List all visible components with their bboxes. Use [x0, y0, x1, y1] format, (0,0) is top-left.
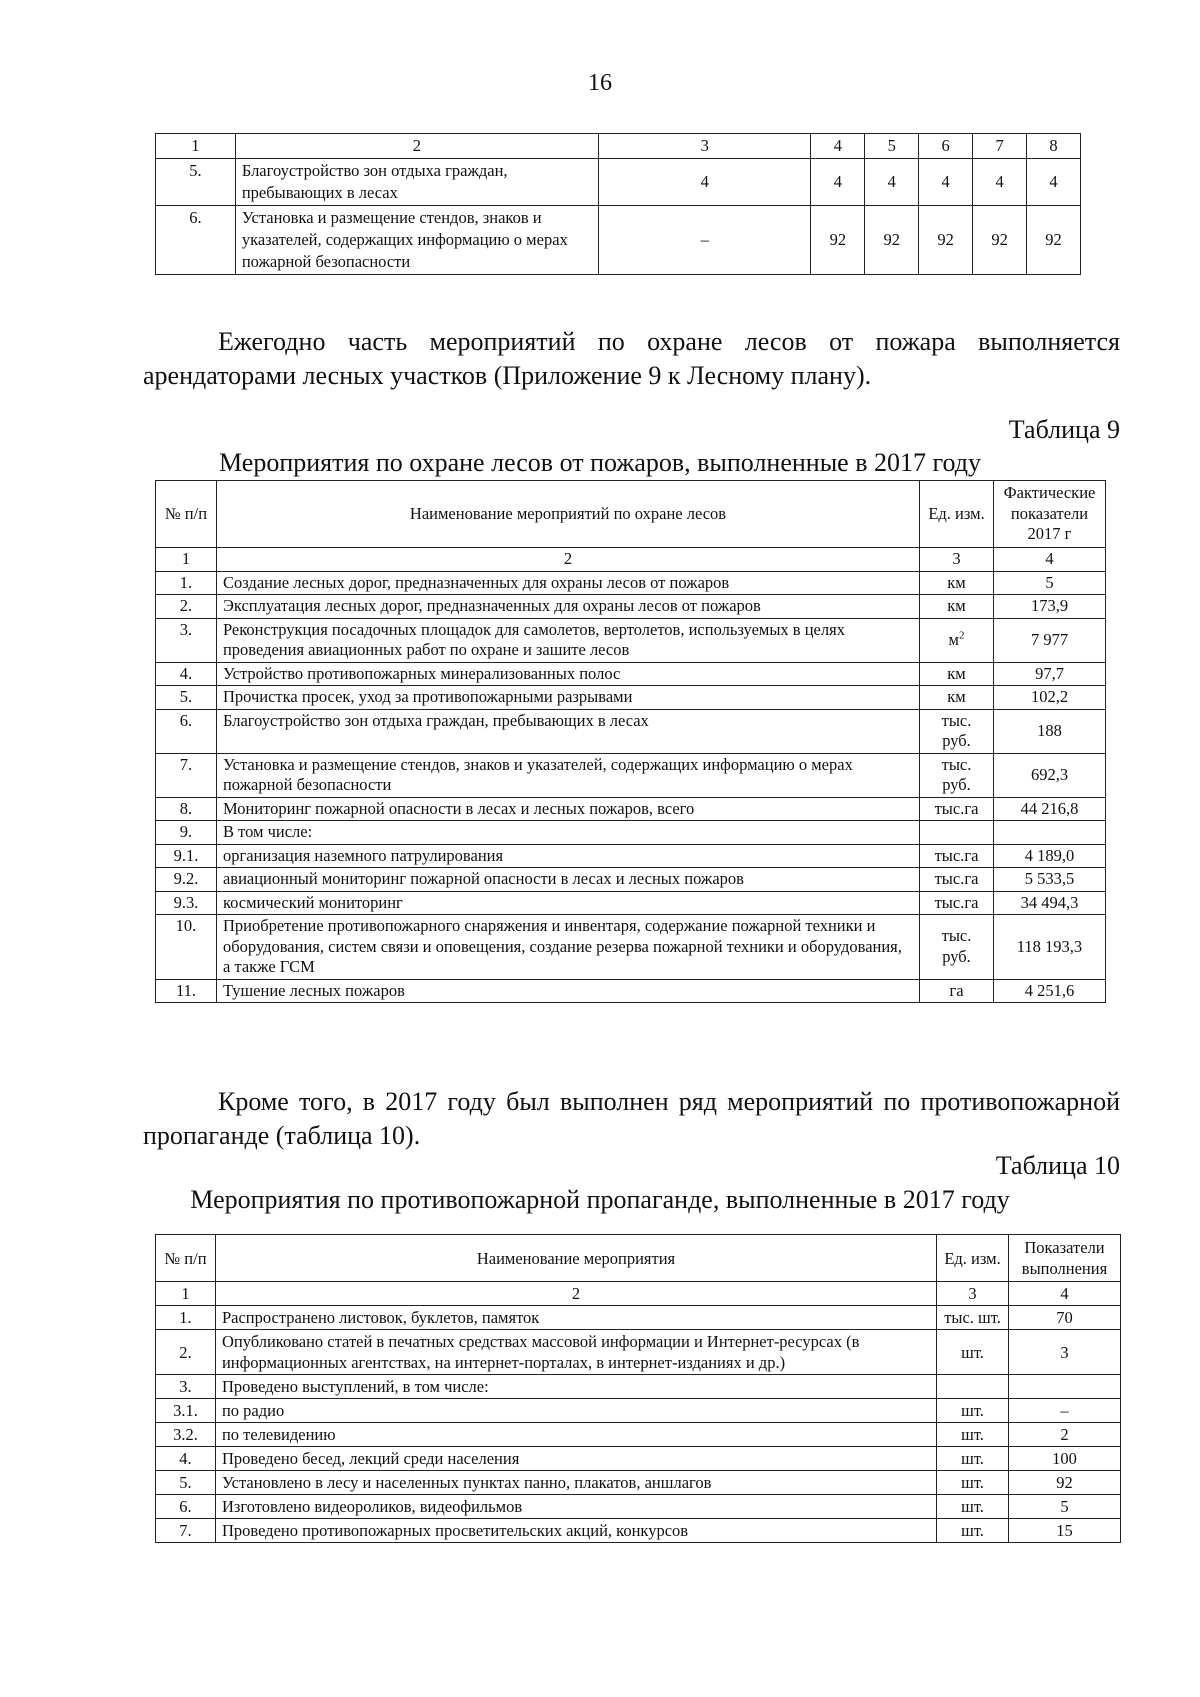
row-value: 4: [1027, 159, 1081, 206]
row-number: 3.: [156, 618, 217, 662]
row-name: Создание лесных дорог, предназначенных для охраны лесов от пожаров: [216, 571, 919, 595]
row-number: 3.2.: [156, 1423, 216, 1447]
column-number-row: [156, 1282, 1121, 1306]
row-number: 6.: [156, 1495, 216, 1519]
table-row: [156, 1471, 1121, 1495]
row-value: 4: [919, 159, 973, 206]
row-name: по радио: [215, 1399, 936, 1423]
header-value: Показатели выполнения: [1009, 1235, 1121, 1282]
row-value: 100: [1009, 1447, 1121, 1471]
row-number: 8.: [156, 797, 217, 821]
table-row: [156, 662, 1106, 686]
row-number: 5.: [156, 686, 217, 710]
row-name: Благоустройство зон отдыха граждан, пребывающих в лесах: [235, 159, 598, 206]
col-number: 4: [994, 548, 1106, 572]
row-number: 9.: [156, 821, 217, 845]
table-row: [156, 1330, 1121, 1375]
table10-body: [156, 1235, 1121, 1543]
row-unit: шт.: [937, 1519, 1009, 1543]
row-value: 2: [1009, 1423, 1121, 1447]
row-value: 5: [1009, 1495, 1121, 1519]
row-value: 102,2: [994, 686, 1106, 710]
row-value: 692,3: [994, 753, 1106, 797]
row-name: Эксплуатация лесных дорог, предназначенных для охраны лесов от пожаров: [216, 595, 919, 619]
paragraph-text: Кроме того, в 2017 году был выполнен ряд мероприятий по противопожарной пропаганде (таблица 10).: [143, 1087, 1120, 1150]
row-value: 4 251,6: [994, 979, 1106, 1003]
header-num: № п/п: [156, 1235, 216, 1282]
row-value: 4: [865, 159, 919, 206]
row-unit: га: [920, 979, 994, 1003]
table9-label: Таблица 9: [1008, 415, 1120, 444]
table-row: [156, 1306, 1121, 1330]
row-unit: шт.: [937, 1471, 1009, 1495]
continued-table-body: [156, 134, 1081, 275]
row-name: Приобретение противопожарного снаряжения и инвентаря, содержание пожарной техники и оборудования, систем связи и оповещения, создание резерва пожарной техники и оборудования, а также ГСМ: [216, 915, 919, 980]
row-number: 2.: [156, 595, 217, 619]
table-row: [156, 595, 1106, 619]
col-number: 2: [215, 1282, 936, 1306]
row-name: по телевидению: [215, 1423, 936, 1447]
row-value: 4: [599, 159, 811, 206]
col-number: 1: [156, 1282, 216, 1306]
row-number: 11.: [156, 979, 217, 1003]
row-unit: тыс.га: [920, 868, 994, 892]
row-name: Благоустройство зон отдыха граждан, пребывающих в лесах: [216, 709, 919, 753]
row-value: 34 494,3: [994, 891, 1106, 915]
row-name: Реконструкция посадочных площадок для самолетов, вертолетов, используемых в целях проведения авиационных работ по охране и зашите лесов: [216, 618, 919, 662]
table-row: [156, 571, 1106, 595]
row-number: 6.: [156, 709, 217, 753]
row-number: 10.: [156, 915, 217, 980]
row-name: Тушение лесных пожаров: [216, 979, 919, 1003]
row-name: Установлено в лесу и населенных пунктах панно, плакатов, аншлагов: [215, 1471, 936, 1495]
row-value: 15: [1009, 1519, 1121, 1543]
col-number: 5: [865, 134, 919, 159]
col-number: 8: [1027, 134, 1081, 159]
table-row: [156, 709, 1106, 753]
row-value: 70: [1009, 1306, 1121, 1330]
row-name: космический мониторинг: [216, 891, 919, 915]
table-row: [156, 797, 1106, 821]
row-unit: шт.: [937, 1495, 1009, 1519]
table10-label: Таблица 10: [995, 1151, 1120, 1180]
table-row: [156, 979, 1106, 1003]
row-value: [994, 821, 1106, 845]
row-value: 7 977: [994, 618, 1106, 662]
row-value: 5 533,5: [994, 868, 1106, 892]
col-number: 7: [973, 134, 1027, 159]
row-number: 4.: [156, 662, 217, 686]
row-value: –: [599, 206, 811, 275]
row-unit: шт.: [937, 1330, 1009, 1375]
header-unit: Ед. изм.: [937, 1235, 1009, 1282]
header-name: Наименование мероприятия: [215, 1235, 936, 1282]
row-name: Установка и размещение стендов, знаков и указателей, содержащих информацию о мерах пожарной безопасности: [216, 753, 919, 797]
row-value: 97,7: [994, 662, 1106, 686]
row-number: 3.1.: [156, 1399, 216, 1423]
row-unit: км: [920, 686, 994, 710]
col-number: 2: [235, 134, 598, 159]
continued-table: [155, 133, 1081, 275]
row-number: 7.: [156, 1519, 216, 1543]
col-number: 3: [937, 1282, 1009, 1306]
table-row: [156, 1399, 1121, 1423]
table-row: [156, 844, 1106, 868]
row-unit: тыс. руб.: [920, 709, 994, 753]
row-value: 118 193,3: [994, 915, 1106, 980]
row-unit: тыс. руб.: [920, 753, 994, 797]
paragraph-1: [143, 325, 1120, 393]
row-value: 3: [1009, 1330, 1121, 1375]
col-number: 1: [156, 134, 236, 159]
row-number: 9.1.: [156, 844, 217, 868]
col-number: 3: [920, 548, 994, 572]
row-unit: км: [920, 571, 994, 595]
row-name: Устройство противопожарных минерализованных полос: [216, 662, 919, 686]
col-number: 4: [1009, 1282, 1121, 1306]
row-name: В том числе:: [216, 821, 919, 845]
row-value: 5: [994, 571, 1106, 595]
header-name: Наименование мероприятий по охране лесов: [216, 481, 919, 548]
row-value: 92: [811, 206, 865, 275]
row-unit: [920, 821, 994, 845]
row-name: Опубликовано статей в печатных средствах массовой информации и Интернет-ресурсах (в информационных агентствах, на интернет-порталах, в интернет-изданиях и др.): [215, 1330, 936, 1375]
unit-superscript: 2: [958, 629, 965, 642]
table9-body: [156, 481, 1106, 1003]
table-row: [156, 868, 1106, 892]
row-value: 4 189,0: [994, 844, 1106, 868]
row-number: 6.: [156, 206, 236, 275]
table10-title: Мероприятия по противопожарной пропаганде, выполненные в 2017 году: [190, 1185, 1010, 1214]
table-9: [155, 480, 1106, 1003]
row-value: 188: [994, 709, 1106, 753]
table-row: [156, 1375, 1121, 1399]
row-name: Установка и размещение стендов, знаков и указателей, содержащих информацию о мерах пожарной безопасности: [235, 206, 598, 275]
row-name: Прочистка просек, уход за противопожарными разрывами: [216, 686, 919, 710]
row-value: 44 216,8: [994, 797, 1106, 821]
row-unit: км: [920, 595, 994, 619]
row-value: –: [1009, 1399, 1121, 1423]
table-row: [156, 159, 1081, 206]
row-name: Проведено выступлений, в том числе:: [215, 1375, 936, 1399]
col-number: 1: [156, 548, 217, 572]
table-row: [156, 618, 1106, 662]
header-value: Фактические показатели 2017 г: [994, 481, 1106, 548]
table-row: [156, 821, 1106, 845]
row-value: 92: [1009, 1471, 1121, 1495]
row-unit: [920, 618, 994, 662]
table-row: [156, 753, 1106, 797]
row-unit: шт.: [937, 1447, 1009, 1471]
table-row: [156, 915, 1106, 980]
table-row: [156, 1519, 1121, 1543]
table-row: [156, 891, 1106, 915]
row-value: [1009, 1375, 1121, 1399]
table-row: [156, 206, 1081, 275]
unit-text: м: [948, 629, 959, 649]
table-10: [155, 1234, 1121, 1543]
col-number: 4: [811, 134, 865, 159]
row-number: 9.2.: [156, 868, 217, 892]
row-value: 4: [811, 159, 865, 206]
row-number: 9.3.: [156, 891, 217, 915]
row-unit: шт.: [937, 1399, 1009, 1423]
row-number: 5.: [156, 1471, 216, 1495]
row-unit: км: [920, 662, 994, 686]
header-unit: Ед. изм.: [920, 481, 994, 548]
column-number-row: [156, 134, 1081, 159]
row-unit: тыс.га: [920, 891, 994, 915]
col-number: 2: [216, 548, 919, 572]
page-number: 16: [588, 70, 612, 96]
table-header-row: [156, 481, 1106, 548]
row-value: 92: [919, 206, 973, 275]
row-value: 92: [973, 206, 1027, 275]
paragraph-text: Ежегодно часть мероприятий по охране лесов от пожара выполняется арендаторами лесных участков (Приложение 9 к Лесному плану).: [143, 327, 1120, 390]
col-number: 6: [919, 134, 973, 159]
table-row: [156, 1447, 1121, 1471]
row-number: 1.: [156, 1306, 216, 1330]
row-unit: тыс.га: [920, 797, 994, 821]
row-unit: [937, 1375, 1009, 1399]
row-name: Изготовлено видеороликов, видеофильмов: [215, 1495, 936, 1519]
table-row: [156, 1495, 1121, 1519]
row-name: Проведено противопожарных просветительских акций, конкурсов: [215, 1519, 936, 1543]
row-name: организация наземного патрулирования: [216, 844, 919, 868]
row-unit: тыс. руб.: [920, 915, 994, 980]
row-number: 2.: [156, 1330, 216, 1375]
header-num: № п/п: [156, 481, 217, 548]
col-number: 3: [599, 134, 811, 159]
row-value: 92: [865, 206, 919, 275]
row-name: Проведено бесед, лекций среди населения: [215, 1447, 936, 1471]
row-name: Мониторинг пожарной опасности в лесах и лесных пожаров, всего: [216, 797, 919, 821]
table-header-row: [156, 1235, 1121, 1282]
row-value: 173,9: [994, 595, 1106, 619]
row-number: 1.: [156, 571, 217, 595]
row-number: 3.: [156, 1375, 216, 1399]
paragraph-2: [143, 1085, 1120, 1153]
row-value: 92: [1027, 206, 1081, 275]
row-number: 7.: [156, 753, 217, 797]
row-value: 4: [973, 159, 1027, 206]
row-number: 5.: [156, 159, 236, 206]
row-unit: тыс.га: [920, 844, 994, 868]
row-unit: шт.: [937, 1423, 1009, 1447]
row-name: авиационный мониторинг пожарной опасности в лесах и лесных пожаров: [216, 868, 919, 892]
table-row: [156, 686, 1106, 710]
row-name: Распространено листовок, буклетов, памяток: [215, 1306, 936, 1330]
row-unit: тыс. шт.: [937, 1306, 1009, 1330]
table-row: [156, 1423, 1121, 1447]
row-number: 4.: [156, 1447, 216, 1471]
column-number-row: [156, 548, 1106, 572]
table9-title: Мероприятия по охране лесов от пожаров, выполненные в 2017 году: [219, 448, 981, 477]
